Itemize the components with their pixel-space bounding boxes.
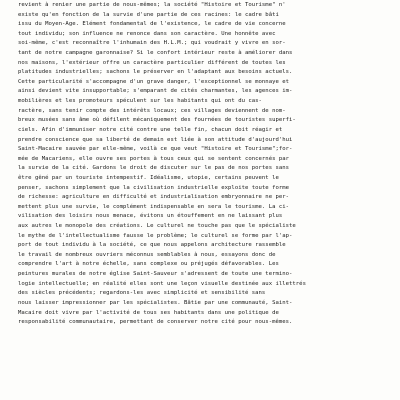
text-line: la survie de la cité. Gardons le droit de discuter sur le pas de nos portes sans [18,165,290,172]
text-line: mobilières et les promoteurs spéculent sur les habitants qui ont du cas- [18,98,262,105]
text-line: être gêné par un touriste intempestif. Idéalisme, utopie, certains peuvent le [18,174,279,181]
text-line: revient à renier une partie de nous-mêmes; la société "Histoire et Tourisme" n' [18,2,286,8]
text-line: Saint-Macaire sauvée par elle-même, voilà ce que veut "Histoire et Tourisme";for- [18,146,293,153]
text-line: tant de notre campagne garonnaise? Si le confort intérieur reste à améliorer dans [18,50,293,57]
text-line: le travail de nombreux ouvriers méconnus semblables à nous, essayons donc de [18,251,276,258]
text-line: tout individu; son influence ne renonce dans son caractère. Une honnête avec [18,30,276,37]
text-line: comprendre l'art à notre échelle, sans complexe ou préjugés défavorables. Les [18,261,279,268]
text-line: existe qu'en fonction de la survie d'une partie de ces racines: le cadre bâti [18,11,279,18]
text-line: des siècles précédents; regardons-les avec simplicité et sensibilité sans [18,290,266,297]
text-line: nos maisons, l'extérieur offre un caractère particulier différent de toutes les [18,59,286,66]
text-line: issu du Moyen-Age. Elément fondamental de l'existence, le cadre de vie concerne [18,21,286,28]
typewritten-body [18,1,400,328]
text-line: responsabilité communautaire, permettant de conserver notre cité pour nous-mêmes. [18,319,293,326]
text-line: Cette particularité s'accompagne d'un grave danger, l'exceptionnel se monnaye et [18,78,290,85]
text-line: platitudes industrielles; sachons le préserver en l'adaptant aux besoins actuels. [18,69,293,76]
text-line: mée de Macariens, elle ouvre ses portes à tous ceux qui se sentent concernés par [18,155,290,162]
text-line: nous laisser impressionner par les spécialistes. Bâtie par une communauté, Saint- [18,299,293,306]
text-line: logie intellectuelle; en réalité elles sont une leçon visuelle destinée aux illettrés [18,280,306,287]
text-line: le mythe de l'intellectualisme fausse le problème; le culturel se forme par l'ap- [18,232,293,239]
text-line: port de tout individu à la société, ce que nous appelons architecture rassemble [18,242,286,249]
text-line: ciels. Afin d'immuniser notre cité contre une telle fin, chacun doit réagir et [18,126,283,133]
text-line: ainsi devient vite insupportable; s'emparant de cités charmantes, les agences im- [18,88,293,95]
text-line: prendre conscience que sa liberté de demain est liée à son attitude d'aujourd'hui [18,136,293,143]
text-line: ractère, sans tenir compte des intérêts locaux; ces villages deviennent de nom- [18,107,286,114]
text-line: mettent plus une survie, le complément indispensable en sera le tourisme. La ci- [18,203,290,210]
text-line: de richesse: agriculture en difficulté et industrialisation embryonnaire ne per- [18,194,290,201]
text-line: penser, sachons simplement que la civilisation industrielle exploite toute forme [18,184,290,191]
text-line: peintures murales de notre église Saint-Sauveur s'adressent de toute une termino- [18,271,293,278]
text-line: Macaire doit vivre par l'activité de tous ses habitants dans une politique de [18,309,279,316]
text-line: vilisation des loisirs nous menace, évitons un étouffement en ne laissant plus [18,213,283,220]
text-line: soi-même, c'est reconnaître l'inhumain des H.L.M.; qui voudrait y vivre en sor- [18,40,286,47]
text-line: aux autres le monopole des créations. Le culturel ne touche pas que le spécialiste [18,223,296,230]
text-line: breux musées sans âme où défilent mécaniquement des fournées de touristes superfi- [18,117,296,124]
